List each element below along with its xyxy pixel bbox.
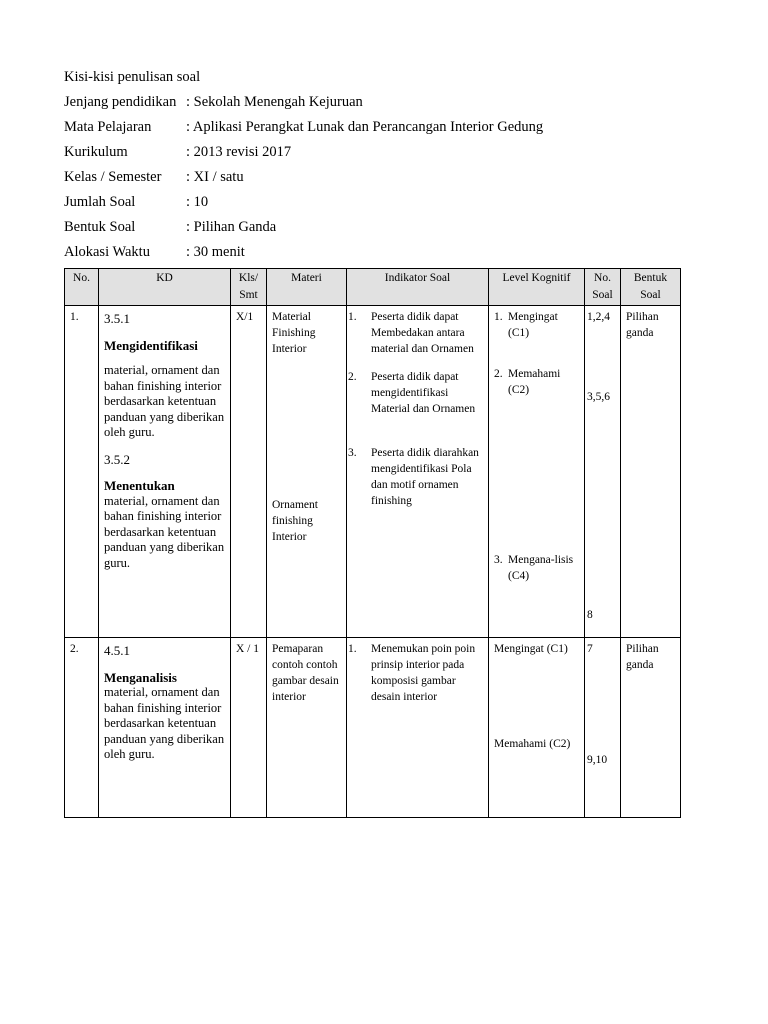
header-nosoal-line2: Soal: [592, 289, 613, 301]
kd-verb: Menentukan: [104, 478, 175, 493]
cell-kd: [99, 306, 231, 638]
cell-bentuk-soal: Pilihan ganda: [621, 638, 681, 818]
materi-item: Pemaparan contoh contoh gambar desain interior: [272, 643, 339, 703]
kisi-kisi-table: [64, 268, 681, 818]
meta-label: Bentuk Soal: [64, 219, 136, 235]
indikator-item: [348, 369, 483, 417]
indikator-number: 2.: [348, 371, 357, 383]
kd-verb: Mengidentifikasi: [104, 337, 198, 353]
level-item: Memahami (C2): [494, 738, 571, 750]
level-item: [494, 552, 579, 584]
indikator-text: Peserta didik dapat mengidentifikasi Material dan Ornamen: [371, 371, 476, 415]
materi-item: Material Finishing Interior: [272, 311, 316, 355]
header-bentuk-soal: [621, 269, 681, 306]
header-indikator: Indikator Soal: [347, 269, 489, 306]
kd-code: 3.5.2: [104, 451, 130, 467]
table-header-row: [65, 269, 681, 306]
header-level: Level Kognitif: [489, 269, 585, 306]
meta-label: Alokasi Waktu: [64, 244, 150, 260]
cell-materi: [267, 306, 347, 638]
indikator-number: 3.: [348, 447, 357, 459]
header-kd: KD: [99, 269, 231, 306]
kd-description: material, ornament dan bahan finishing interior berdasarkan ketentuan panduan yang diberikan guru.: [104, 493, 225, 570]
cell-kd: [99, 638, 231, 818]
meta-value: : XI / satu: [186, 169, 244, 185]
indikator-item: [348, 641, 483, 705]
meta-label: Kelas / Semester: [64, 169, 162, 185]
meta-value: : Sekolah Menengah Kejuruan: [186, 94, 363, 110]
meta-label: Kurikulum: [64, 144, 128, 160]
cell-level-kognitif: [489, 638, 585, 818]
header-no-soal: [585, 269, 621, 306]
table-row: [65, 638, 681, 818]
cell-indikator: [347, 638, 489, 818]
level-item: [494, 309, 579, 341]
header-bentuk-line2: Soal: [640, 289, 661, 301]
cell-no-soal: [585, 306, 621, 638]
header-materi: Materi: [267, 269, 347, 306]
level-number: 2.: [494, 368, 503, 380]
indikator-item: [348, 445, 483, 509]
meta-label: Mata Pelajaran: [64, 119, 152, 135]
cell-indikator: [347, 306, 489, 638]
kd-verb: Menganalisis: [104, 669, 177, 685]
indikator-number: 1.: [348, 311, 357, 323]
cell-kls-smt: X/1: [231, 306, 267, 638]
meta-value: : Aplikasi Perangkat Lunak dan Perancangan Interior Gedung: [186, 119, 544, 135]
meta-value: : 2013 revisi 2017: [186, 144, 292, 160]
cell-no: 1.: [65, 306, 99, 638]
level-item: Mengingat (C1): [494, 643, 568, 655]
cell-kls-smt: X / 1: [231, 638, 267, 818]
level-text: Memahami (C2): [508, 368, 561, 396]
no-soal-item: 7: [587, 643, 593, 655]
meta-value: : Pilihan Ganda: [186, 219, 277, 235]
cell-no: 2.: [65, 638, 99, 818]
header-kls-smt: [231, 269, 267, 306]
no-soal-item: 8: [587, 609, 593, 621]
table-row: [65, 306, 681, 638]
header-kls-line2: Smt: [239, 289, 258, 301]
indikator-item: [348, 309, 483, 357]
level-item: [494, 366, 579, 398]
meta-label: Jumlah Soal: [64, 194, 136, 210]
level-number: 3.: [494, 554, 503, 566]
header-nosoal-line1: No.: [594, 272, 611, 284]
indikator-number: 1.: [348, 643, 357, 655]
cell-no-soal: [585, 638, 621, 818]
kd-code: 3.5.1: [104, 311, 130, 326]
materi-item: Ornament finishing Interior: [272, 499, 318, 543]
indikator-text: Menemukan poin poin prinsip interior pada komposisi gambar desain interior: [371, 643, 476, 703]
document-title: Kisi-kisi penulisan soal: [64, 69, 201, 85]
kd-description: material, ornament dan bahan finishing interior berdasarkan ketentuan panduan yang diberikan oleh guru.: [104, 685, 225, 761]
header-bentuk-line1: Bentuk: [633, 272, 668, 284]
meta-label: Jenjang pendidikan: [64, 94, 177, 110]
level-text: Mengingat (C1): [508, 311, 558, 339]
meta-value: : 30 menit: [186, 244, 245, 260]
cell-level-kognitif: [489, 306, 585, 638]
no-soal-item: 3,5,6: [587, 391, 610, 403]
indikator-text: Peserta didik dapat Membedakan antara material dan Ornamen: [371, 311, 474, 355]
cell-materi: [267, 638, 347, 818]
indikator-text: Peserta didik diarahkan mengidentifikasi Pola dan motif ornamen finishing: [371, 447, 479, 507]
kd-code: 4.5.1: [104, 643, 130, 658]
header-kls-line1: Kls/: [238, 272, 259, 284]
no-soal-item: 1,2,4: [587, 311, 610, 323]
no-soal-item: 9,10: [587, 754, 608, 766]
level-number: 1.: [494, 311, 503, 323]
meta-value: : 10: [186, 194, 209, 210]
level-text: Mengana-lisis (C4): [508, 554, 574, 582]
cell-bentuk-soal: Pilihan ganda: [621, 306, 681, 638]
kd-description: material, ornament dan bahan finishing interior berdasarkan ketentuan panduan yang diberikan oleh guru.: [104, 363, 225, 439]
header-no: No.: [65, 269, 99, 306]
